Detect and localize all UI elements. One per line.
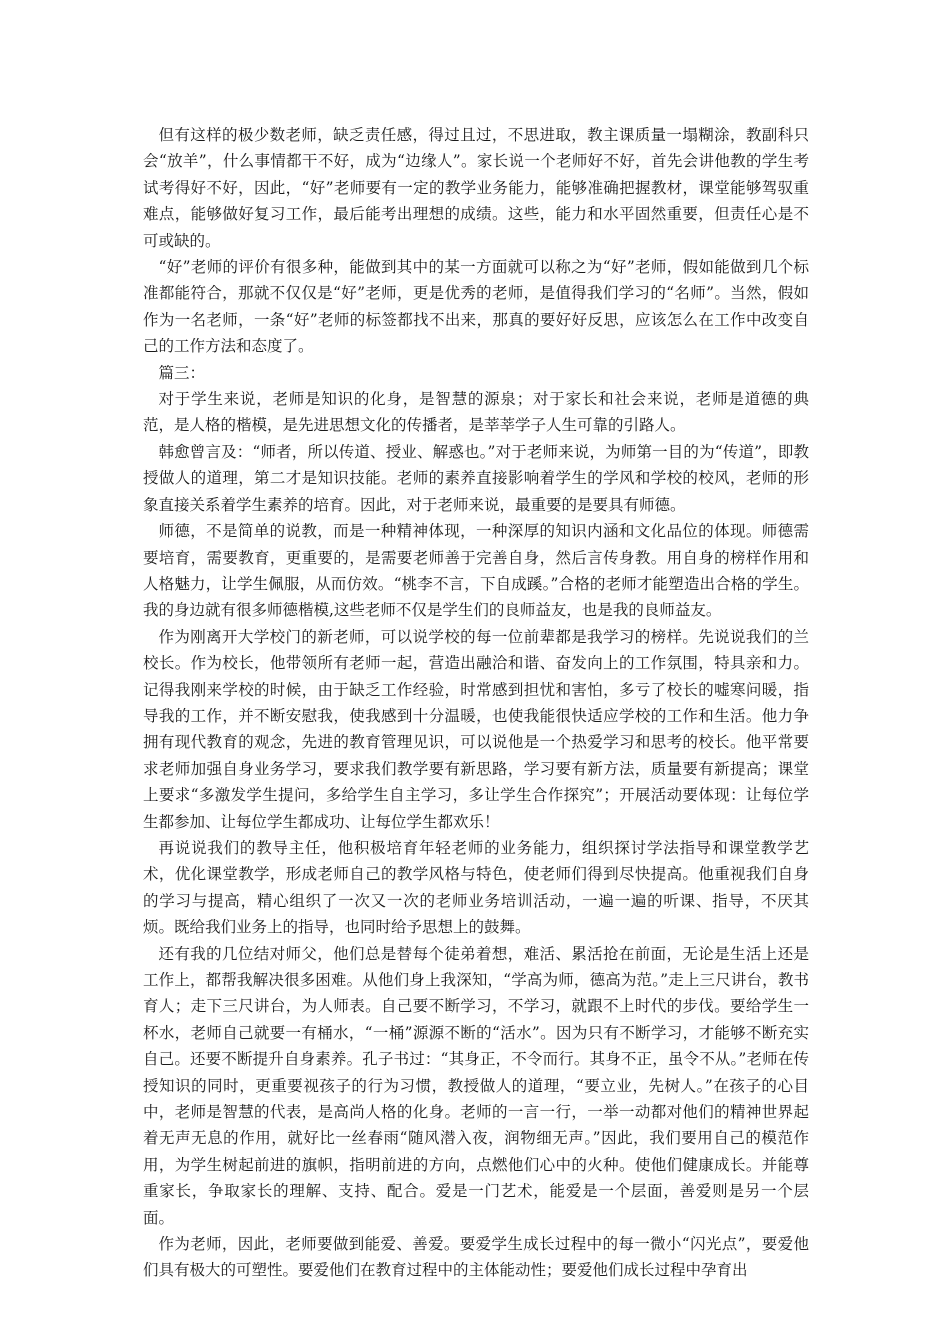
section-heading-part-three: 篇三： <box>158 363 206 382</box>
paragraph-7: 再说说我们的教导主任，他积极培育年轻老师的业务能力，组织探讨学法指导和课堂教学艺术，优化课堂教学，形成老师自己的教学风格与特色，使老师们得到尽快提高。他重视我们自身的学习与提高，精心组织了一次又一次的老师业务培训活动，一遍一遍的听课、指导，不厌其烦。既给我们业务上的指导，也同时给予思想上的鼓舞。 <box>143 838 809 937</box>
paragraph-4: 韩愈曾言及：“师者，所以传道、授业、解惑也。”对于老师来说，为师第一目的为“传道”，即教授做人的道理，第二才是知识技能。老师的素养直接影响着学生的学风和学校的校风，老师的形象直接关系着学生素养的培育。因此，对于老师来说，最重要的是要具有师德。 <box>143 442 809 514</box>
paragraph-6: 作为刚离开大学校门的新老师，可以说学校的每一位前辈都是我学习的榜样。先说说我们的兰校长。作为校长，他带领所有老师一起，营造出融洽和谐、奋发向上的工作氛围，特具亲和力。记得我刚来学校的时候，由于缺乏工作经验，时常感到担忧和害怕，多亏了校长的嘘寒问暖，指导我的工作，并不断安慰我，使我感到十分温暖，也使我能很快适应学校的工作和生活。他力争拥有现代教育的观念，先进的教育管理见识，可以说他是一个热爱学习和思考的校长。他平常要求老师加强自身业务学习，要求我们教学要有新思路，学习要有新方法，质量要有新提高；课堂上要求“多激发学生提问，多给学生自主学习，多让学生合作探究”；开展活动要体现：让每位学生都参加、让每位学生都成功、让每位学生都欢乐！ <box>143 627 809 831</box>
document-body <box>143 122 809 1284</box>
paragraph-5: 师德，不是简单的说教，而是一种精神体现，一种深厚的知识内涵和文化品位的体现。师德需要培育，需要教育，更重要的，是需要老师善于完善自身，然后言传身教。用自身的榜样作用和人格魅力，让学生佩服，从而仿效。“桃李不言，下自成蹊。”合格的老师才能塑造出合格的学生。我的身边就有很多师德楷模,这些老师不仅是学生们的良师益友，也是我的良师益友。 <box>143 522 809 620</box>
paragraph-9: 作为老师，因此，老师要做到能爱、善爱。要爱学生成长过程中的每一微小“闪光点”，要爱他们具有极大的可塑性。要爱他们在教育过程中的主体能动性；要爱他们成长过程中孕育出 <box>143 1235 809 1280</box>
paragraph-2: “好”老师的评价有很多种，能做到其中的某一方面就可以称之为“好”老师，假如能做到几个标准都能符合，那就不仅仅是“好”老师，更是优秀的老师，是值得我们学习的“名师”。当然，假如作为一名老师，一条“好”老师的标签都找不出来，那真的要好好反思，应该怎么在工作中改变自己的工作方法和态度了。 <box>143 258 809 356</box>
paragraph-8: 还有我的几位结对师父，他们总是替每个徒弟着想，难活、累活抢在前面，无论是生活上还是工作上，都帮我解决很多困难。从他们身上我深知，“学高为师，德高为范。”走上三尺讲台，教书育人；走下三尺讲台，为人师表。自己要不断学习，不学习，就跟不上时代的步伐。要给学生一杯水，老师自己就要一有桶水，“一桶”源源不断的“活水”。因为只有不断学习，才能够不断充实自己。还要不断提升自身素养。孔子书过：“其身正，不令而行。其身不正，虽令不从。”老师在传授知识的同时，更重要视孩子的行为习惯，教授做人的道理，“要立业，先树人。”在孩子的心目中，老师是智慧的代表，是高尚人格的化身。老师的一言一行，一举一动都对他们的精神世界起着无声无息的作用，就好比一丝春雨“随风潜入夜，润物细无声。”因此，我们要用自己的模范作用，为学生树起前进的旗帜，指明前进的方向，点燃他们心中的火种。使他们健康成长。并能尊重家长，争取家长的理解、支持、配合。爱是一门艺术，能爱是一个层面，善爱则是另一个层面。 <box>143 944 809 1227</box>
paragraph-3: 对于学生来说，老师是知识的化身，是智慧的源泉；对于家长和社会来说，老师是道德的典范，是人格的楷模，是先进思想文化的传播者，是莘莘学子人生可靠的引路人。 <box>143 390 809 435</box>
paragraph-1: 但有这样的极少数老师，缺乏责任感，得过且过，不思进取，教主课质量一塌糊涂，教副科只会“放羊”，什么事情都干不好，成为“边缘人”。家长说一个老师好不好，首先会讲他教的学生考试考得好不好，因此，“好”老师要有一定的教学业务能力，能够准确把握教材，课堂能够驾驭重难点，能够做好复习工作，最后能考出理想的成绩。这些，能力和水平固然重要，但责任心是不可或缺的。 <box>143 126 809 250</box>
